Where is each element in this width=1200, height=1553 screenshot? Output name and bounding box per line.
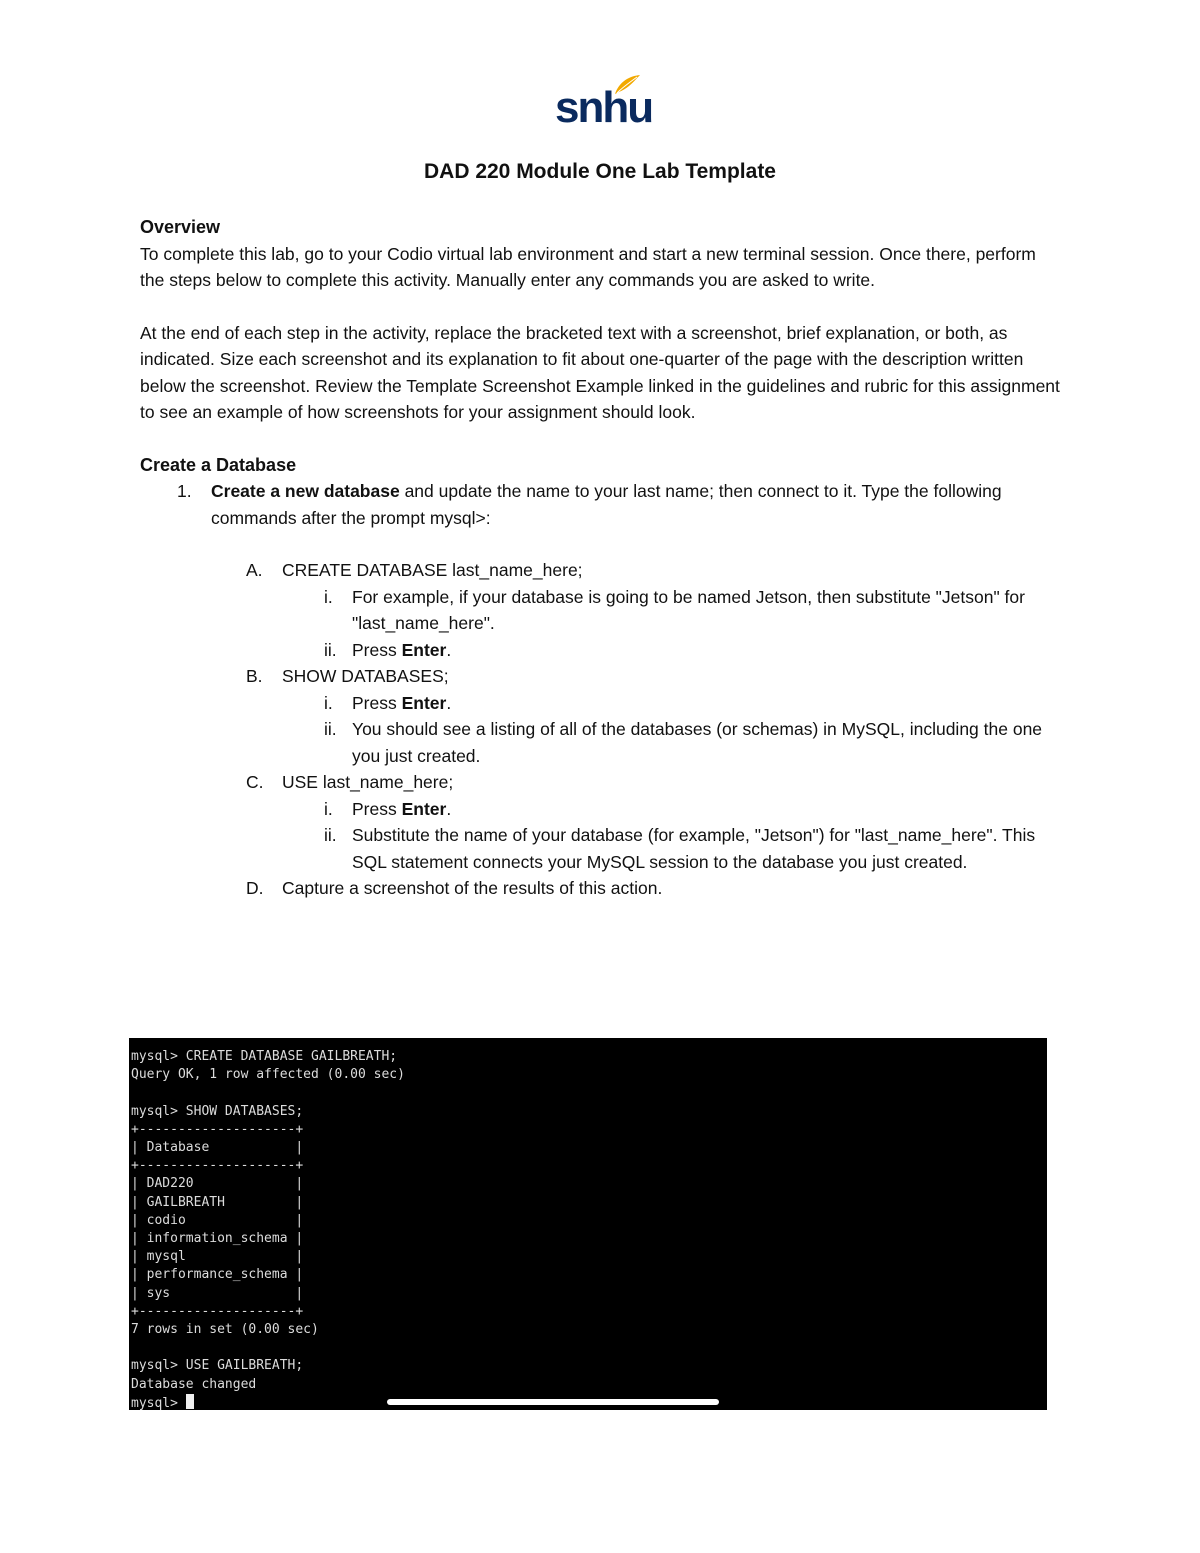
cursor: [186, 1394, 194, 1409]
flame-leaf-icon: [613, 74, 641, 96]
terminal-line: mysql> USE GAILBREATH;: [131, 1358, 304, 1374]
step-1: 1. Create a new database and update the name to your last name; then connect to it. Type the following commands after the prompt mysql>:: [177, 481, 1002, 528]
terminal-line: [131, 1084, 405, 1102]
item-c: C. USE last_name_here;: [246, 772, 454, 792]
terminal-line: Query OK, 1 row affected (0.00 sec): [131, 1067, 405, 1083]
overview-paragraph-1: To complete this lab, go to your Codio virtual lab environment and start a new terminal session. Once there, perform the steps below to complete this activity. Manually enter any commands you are asked to write.: [140, 243, 1036, 290]
step-1-text: and update the name to your last name; then connect to it. Type the following commands after the prompt mysql>:: [211, 481, 1002, 528]
terminal-prompt: mysql>: [131, 1394, 405, 1410]
overview-paragraph-2: At the end of each step in the activity, replace the bracketed text with a screenshot, brief explanation, or both, as indicated. Size each screenshot and its explanation to fit about one-quarter of the page with the description written below the screenshot. Review the Template Screenshot Example linked in the guidelines and rubric for this assignment to see an example of how screenshots for your assignment should look.: [140, 322, 1060, 422]
overview-heading: Overview: [140, 217, 221, 237]
item-b-i: i. Press Enter.: [324, 692, 452, 713]
terminal-line: Database changed: [131, 1376, 257, 1392]
terminal-line: [131, 1339, 405, 1357]
terminal-line: mysql> CREATE DATABASE GAILBREATH;: [131, 1049, 398, 1064]
document-body: [140, 214, 1065, 902]
item-b-ii: ii. You should see a listing of all of the databases (or schemas) in MySQL, including the one you just created.: [324, 719, 1043, 766]
terminal-line: | mysql |: [131, 1249, 304, 1265]
scroll-indicator: [387, 1399, 719, 1405]
terminal-line: +--------------------+: [131, 1158, 304, 1174]
terminal-line: | information_schema |: [131, 1231, 304, 1247]
terminal-output: [131, 1048, 405, 1410]
page-title: DAD 220 Module One Lab Template: [423, 160, 776, 183]
item-c-i: i. Press Enter.: [324, 798, 452, 819]
item-a-ii: ii. Press Enter.: [324, 639, 452, 660]
item-a-i: i. For example, if your database is going to be named Jetson, then substitute "Jetson" for "last_name_here".: [324, 586, 1025, 633]
terminal-line: | sys |: [131, 1285, 304, 1301]
terminal-line: mysql> SHOW DATABASES;: [131, 1103, 304, 1119]
logo-wordmark: snhu: [555, 83, 653, 132]
terminal-line: | Database |: [131, 1140, 304, 1156]
section-heading: Create a Database: [140, 454, 297, 475]
item-a: A. CREATE DATABASE last_name_here;: [246, 560, 583, 580]
terminal-line: | GAILBREATH |: [131, 1194, 304, 1210]
item-d: D. Capture a screenshot of the results of this action.: [246, 878, 663, 898]
step-1-bold: Create a new database: [211, 481, 400, 501]
terminal-line: +--------------------+: [131, 1121, 304, 1137]
terminal-line: | performance_schema |: [131, 1267, 304, 1283]
terminal-line: 7 rows in set (0.00 sec): [131, 1322, 319, 1338]
terminal-line: | DAD220 |: [131, 1176, 304, 1192]
terminal-line: +--------------------+: [131, 1303, 304, 1319]
snhu-logo: [555, 72, 653, 134]
terminal-screenshot: [129, 1038, 1047, 1410]
terminal-line: | codio |: [131, 1212, 304, 1228]
item-c-ii: ii. Substitute the name of your database (for example, "Jetson") for "last_name_here". This SQL statement connects your MySQL session to the database you just created.: [324, 825, 1036, 872]
item-b: B. SHOW DATABASES;: [246, 666, 449, 686]
